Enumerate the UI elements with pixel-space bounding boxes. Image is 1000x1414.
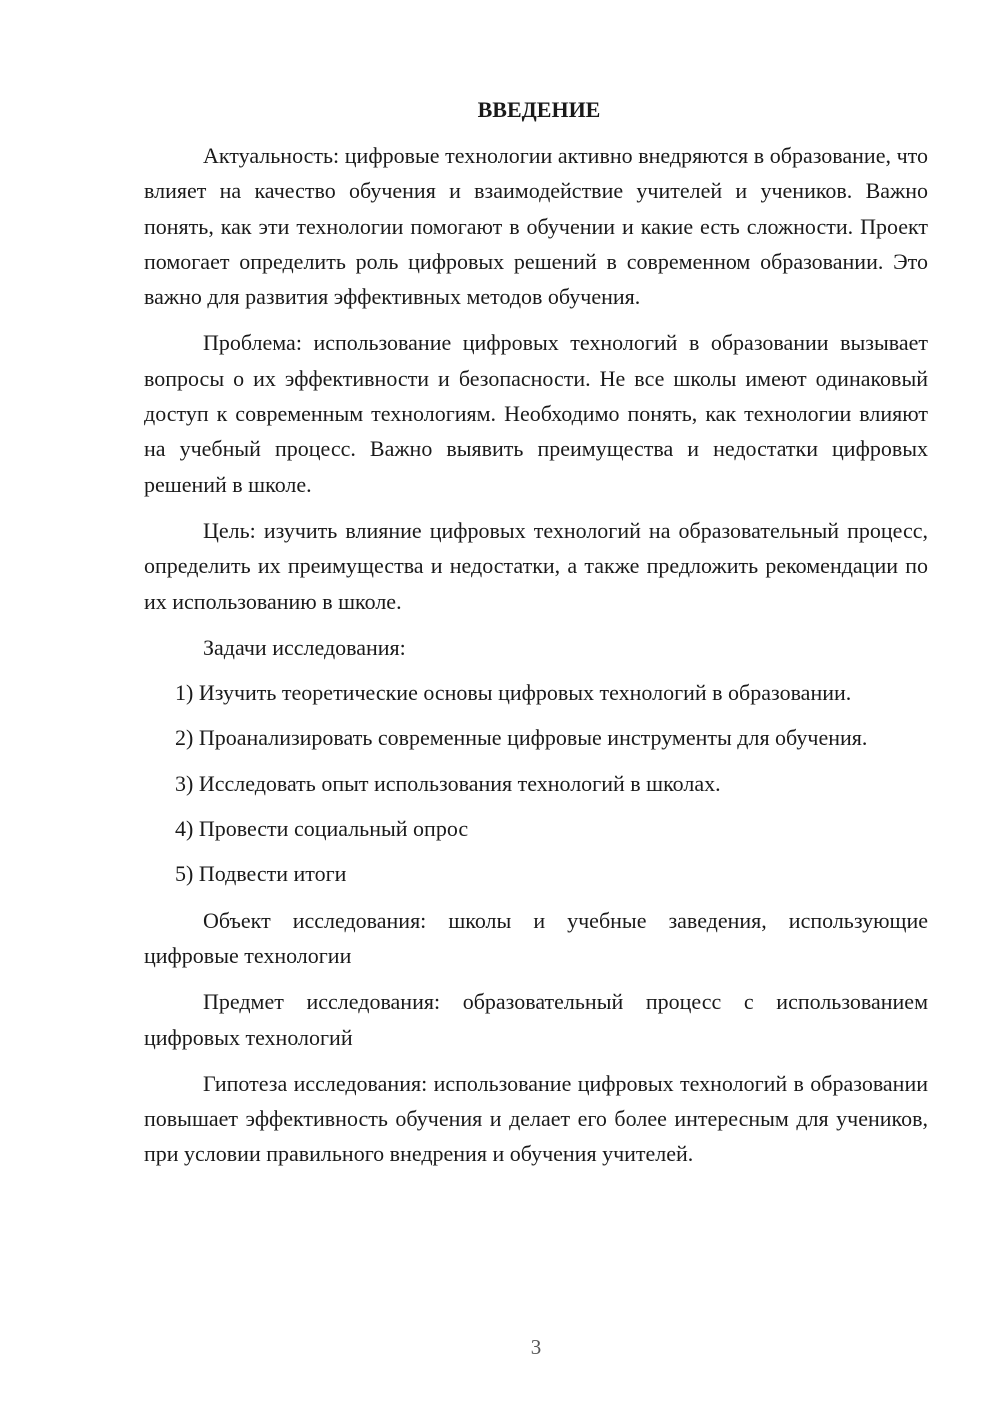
page-number: 3: [530, 1335, 542, 1359]
page-title: ВВЕДЕНИЕ: [477, 97, 601, 122]
paragraph-relevance: Актуальность: цифровые технологии активно внедряются в образование, что влияет на качество обучения и взаимодействие учителей и учеников. Важно понять, как эти технологии помогают в обучении и какие есть сложности. Проект помогает определить роль цифровых решений в современном образовании. Это важно для развития эффективных методов обучения.: [144, 143, 928, 310]
paragraph-goal: Цель: изучить влияние цифровых технологий на образовательный процесс, определить их преимущества и недостатки, а также предложить рекомендации по их использованию в школе.: [144, 517, 928, 614]
paragraph-hypothesis: Гипотеза исследования: использование цифровых технологий в образовании повышает эффективность обучения и делает его более интересным для учеников, при условии правильного внедрения и обучения учителей.: [144, 1070, 928, 1167]
paragraph-subject: Предмет исследования: образовательный процесс с использованием цифровых технологий: [144, 989, 928, 1050]
page-content: [144, 95, 928, 1172]
task-item-1: 1) Изучить теоретические основы цифровых технологий в образовании.: [175, 680, 852, 706]
task-item-5: 5) Подвести итоги: [175, 861, 347, 887]
task-item-2: 2) Проанализировать современные цифровые инструменты для обучения.: [175, 725, 868, 751]
paragraph-object: Объект исследования: школы и учебные заведения, использующие цифровые технологии: [144, 907, 928, 968]
task-item-4: 4) Провести социальный опрос: [175, 816, 469, 842]
paragraph-problem: Проблема: использование цифровых технологий в образовании вызывает вопросы о их эффективности и безопасности. Не все школы имеют одинаковый доступ к современным технологиям. Необходимо понять, как технологии влияют на учебный процесс. Важно выявить преимущества и недостатки цифровых решений в школе.: [144, 330, 928, 497]
tasks-heading: Задачи исследования:: [203, 634, 406, 660]
task-item-3: 3) Исследовать опыт использования технологий в школах.: [175, 770, 721, 796]
